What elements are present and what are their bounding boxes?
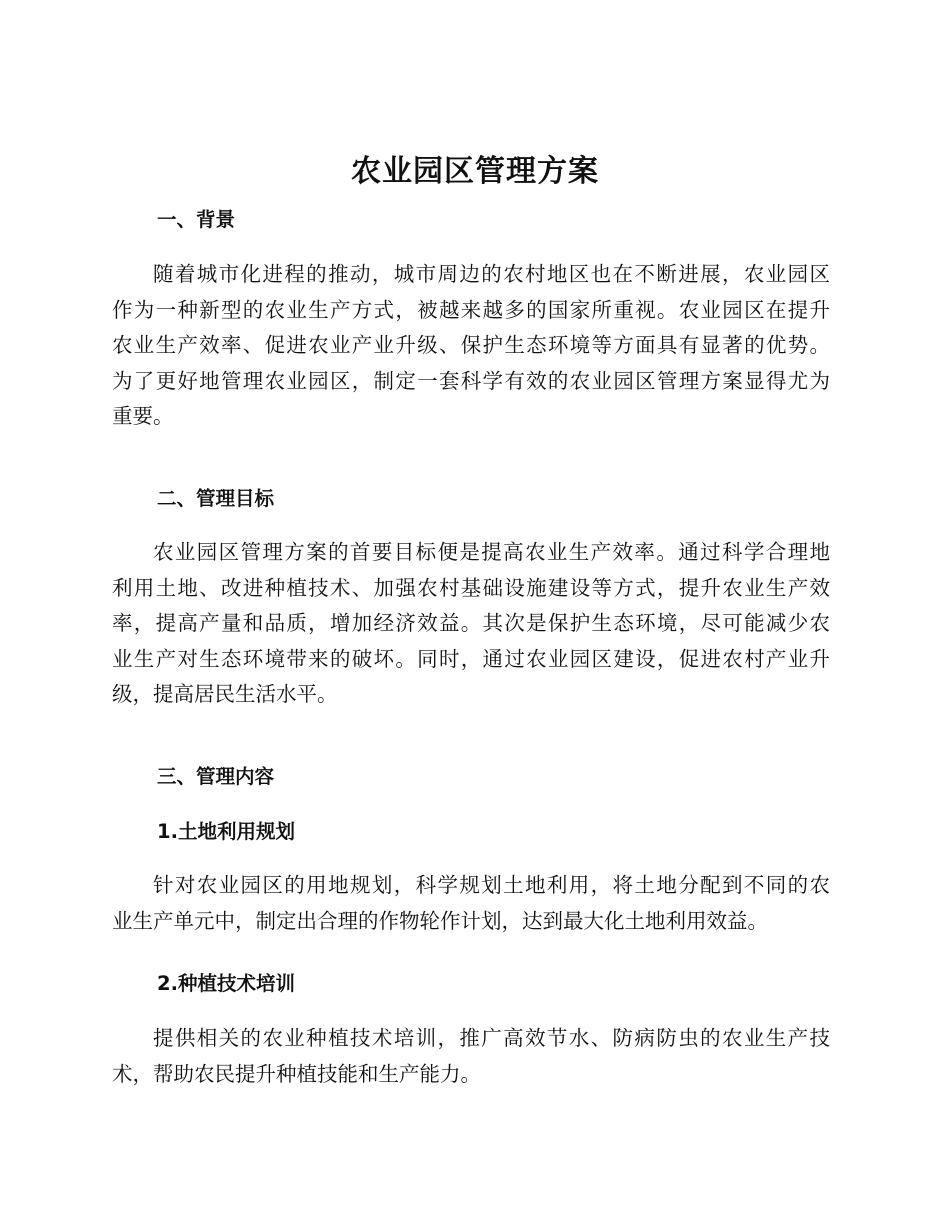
document-title: 农业园区管理方案 — [351, 154, 599, 189]
paragraph-line: 级，提高居民生活水平。 — [112, 682, 338, 706]
section-heading-content: 三、管理内容 — [157, 765, 275, 788]
paragraph-line: 随着城市化进程的推动，城市周边的农村地区也在不断进展，农业园区 — [153, 262, 830, 286]
paragraph-line: 提供相关的农业种植技术培训，推广高效节水、防病防虫的农业生产技 — [153, 1026, 830, 1050]
paragraph-line: 业生产单元中，制定出合理的作物轮作计划，达到最大化土地利用效益。 — [112, 908, 768, 933]
land-use-paragraph — [112, 868, 830, 939]
paragraph-line: 为了更好地管理农业园区，制定一套科学有效的农业园区管理方案显得尤为 — [112, 368, 830, 393]
paragraph-line: 农业园区管理方案的首要目标便是提高农业生产效率。通过科学合理地 — [153, 540, 830, 564]
goals-paragraph — [112, 535, 830, 713]
paragraph-line: 重要。 — [112, 404, 174, 428]
paragraph-line: 作为一种新型的农业生产方式，被越来越多的国家所重视。农业园区在提升 — [112, 297, 830, 322]
paragraph-line: 利用土地、改进种植技术、加强农村基础设施建设等方式，提升农业生产效 — [112, 575, 830, 600]
paragraph-line: 业生产对生态环境带来的破坏。同时，通过农业园区建设，促进农村产业升 — [112, 646, 830, 671]
section-heading-goals: 二、管理目标 — [157, 487, 275, 510]
paragraph-line: 术，帮助农民提升种植技能和生产能力。 — [112, 1061, 481, 1086]
section-heading-background: 一、背景 — [157, 208, 236, 231]
subsection-heading-training: 2.种植技术培训 — [157, 972, 295, 995]
training-paragraph — [112, 1021, 830, 1092]
paragraph-line: 针对农业园区的用地规划，科学规划土地利用，将土地分配到不同的农 — [153, 873, 830, 897]
background-paragraph — [112, 257, 830, 435]
paragraph-line: 农业生产效率、促进农业产业升级、保护生态环境等方面具有显著的优势。 — [112, 333, 830, 357]
subsection-heading-land-use: 1.土地利用规划 — [157, 820, 295, 843]
paragraph-line: 率，提高产量和品质，增加经济效益。其次是保护生态环境，尽可能减少农 — [112, 611, 830, 635]
